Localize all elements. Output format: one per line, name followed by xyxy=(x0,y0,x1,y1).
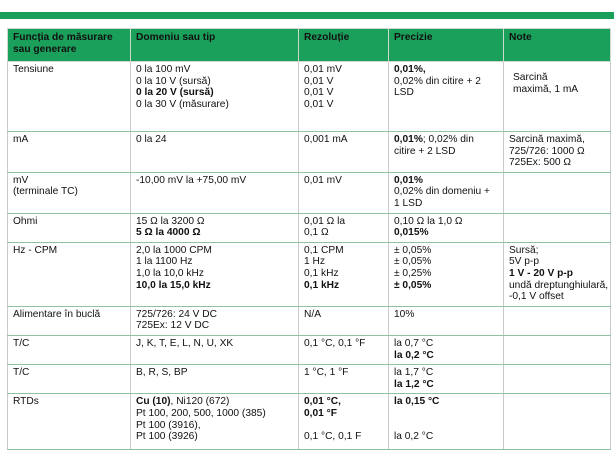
top-accent-bar xyxy=(0,12,614,19)
cell-notes xyxy=(504,213,611,242)
precision-value: 0,01% xyxy=(394,174,423,186)
table-row xyxy=(8,335,611,364)
cell-precision xyxy=(389,394,504,450)
domain-value: 5 Ω la 4000 Ω xyxy=(136,227,201,239)
resolution-value: 0,01 mV xyxy=(304,174,342,186)
resolution-value: N/A xyxy=(304,308,321,320)
domain-text: Pt 100 (3916), xyxy=(136,419,201,431)
resolution-value: 0,01 V xyxy=(304,98,334,110)
note-text: Sarcină xyxy=(513,72,548,83)
note-text: -0,1 V offset xyxy=(509,291,564,303)
resolution-value: 0,1 Ω xyxy=(304,227,329,239)
precision-value: 0,015% xyxy=(394,227,429,239)
cell-resolution xyxy=(299,172,389,213)
precision-bold: 0,01% xyxy=(394,134,423,145)
cell-resolution xyxy=(299,365,389,394)
resolution-value: 0,01 Ω la xyxy=(304,215,346,227)
domain-value: B, R, S, BP xyxy=(136,367,188,379)
precision-value: 0,02% din domeniu + 1 LSD xyxy=(394,186,491,209)
domain-text: , Ni120 (672) xyxy=(170,396,230,408)
note-text: 5V p-p xyxy=(509,256,540,268)
table-row xyxy=(8,172,611,213)
cell-notes xyxy=(504,132,611,173)
table-row xyxy=(8,132,611,173)
function-label: Tensiune xyxy=(13,64,54,75)
resolution-value: 0,01 °F xyxy=(304,407,337,419)
precision-value xyxy=(394,420,498,432)
header-notes: Note xyxy=(504,29,611,62)
note-text: 1 V - 20 V p-p xyxy=(509,267,573,279)
cell-notes xyxy=(504,242,611,306)
note-text: maximă, 1 mA xyxy=(513,83,579,95)
cell-precision xyxy=(389,213,504,242)
domain-value: 0 la 24 xyxy=(136,134,167,145)
table-row xyxy=(8,365,611,394)
domain-value: 0 la 20 V (sursă) xyxy=(136,87,214,99)
cell-notes xyxy=(504,306,611,335)
precision-value: la 0,2 °C xyxy=(394,431,434,443)
cell-function xyxy=(8,62,131,132)
precision-value: ± 0,25% xyxy=(394,267,432,279)
header-function: Funcția de măsurare sau generare xyxy=(8,29,131,62)
function-label: RTDs xyxy=(13,396,39,408)
resolution-value: 0,1 °C, 0,1 F xyxy=(304,431,362,443)
function-label: T/C xyxy=(13,367,30,379)
resolution-value xyxy=(304,420,383,432)
specifications-table xyxy=(7,28,611,450)
cell-precision xyxy=(389,172,504,213)
resolution-value: 0,01 V xyxy=(304,75,334,87)
function-label: Hz - CPM xyxy=(13,244,58,256)
precision-value xyxy=(394,408,498,420)
domain-line xyxy=(136,420,293,432)
domain-text: Pt 100 (3926) xyxy=(136,431,198,443)
resolution-value: 1 °C, 1 °F xyxy=(304,367,349,379)
note-text: 725Ex: 500 Ω xyxy=(509,157,571,169)
precision-value: ± 0,05% xyxy=(394,244,432,256)
header-precision: Precizie xyxy=(389,29,504,62)
precision-value: 0,02% din citire + 2 LSD xyxy=(394,75,481,99)
domain-text: Pt 100, 200, 500, 1000 (385) xyxy=(136,407,266,419)
resolution-value: 0,01 mV xyxy=(304,64,342,75)
cell-precision xyxy=(389,132,504,173)
precision-value: la 1,2 °C xyxy=(394,378,434,390)
domain-value: 725Ex: 12 V DC xyxy=(136,320,210,332)
function-label: mA xyxy=(13,134,29,145)
precision-value: la 1,7 °C xyxy=(394,367,434,379)
table-row xyxy=(8,213,611,242)
cell-function xyxy=(8,335,131,364)
precision-text: ; 0,02% din citire + 2 LSD xyxy=(394,134,474,157)
cell-domain xyxy=(131,394,299,450)
header-domain: Domeniu sau tip xyxy=(131,29,299,62)
precision-value: la 0,15 °C xyxy=(394,396,440,408)
cell-precision xyxy=(389,335,504,364)
resolution-value: 0,1 kHz xyxy=(304,267,339,279)
domain-line xyxy=(136,408,293,420)
domain-value: 1 la 1100 Hz xyxy=(136,256,193,268)
cell-resolution xyxy=(299,394,389,450)
table-row xyxy=(8,306,611,335)
cell-function xyxy=(8,172,131,213)
domain-value: 10,0 la 15,0 kHz xyxy=(136,279,211,291)
resolution-value: 0,01 V xyxy=(304,87,334,99)
cell-domain xyxy=(131,132,299,173)
cell-domain xyxy=(131,242,299,306)
cell-domain xyxy=(131,306,299,335)
resolution-value: 0,1 CPM xyxy=(304,244,344,256)
cell-notes xyxy=(504,335,611,364)
function-label: Ohmi xyxy=(13,215,38,227)
domain-value: 725/726: 24 V DC xyxy=(136,308,217,320)
precision-value: 0,01%, xyxy=(394,64,426,75)
resolution-value: 0,1 kHz xyxy=(304,279,340,291)
note-text: undă dreptunghiulară, xyxy=(509,279,609,291)
cell-resolution xyxy=(299,62,389,132)
cell-resolution xyxy=(299,132,389,173)
cell-notes xyxy=(504,172,611,213)
table-row xyxy=(8,242,611,306)
cell-domain xyxy=(131,365,299,394)
cell-resolution xyxy=(299,306,389,335)
cell-notes xyxy=(504,394,611,450)
note-text: 725/726: 1000 Ω xyxy=(509,145,585,157)
domain-value: 0 la 100 mV xyxy=(136,64,191,75)
precision-value: 10% xyxy=(394,308,415,320)
cell-function xyxy=(8,213,131,242)
cell-precision xyxy=(389,62,504,132)
header-resolution: Rezoluție xyxy=(299,29,389,62)
resolution-value: 0,1 °C, 0,1 °F xyxy=(304,337,366,349)
function-label: T/C xyxy=(13,337,30,349)
resolution-value: 0,001 mA xyxy=(304,134,348,145)
domain-line xyxy=(136,431,293,443)
domain-value: J, K, T, E, L, N, U, XK xyxy=(136,337,234,349)
cell-domain xyxy=(131,172,299,213)
note-text: Sursă; xyxy=(509,244,539,256)
precision-value: la 0,7 °C xyxy=(394,337,434,349)
table-row xyxy=(8,62,611,132)
cell-domain xyxy=(131,335,299,364)
function-label: (terminale TC) xyxy=(13,186,78,198)
domain-value: 0 la 10 V (sursă) xyxy=(136,75,211,87)
cell-function xyxy=(8,306,131,335)
table-row xyxy=(8,394,611,450)
cell-resolution xyxy=(299,335,389,364)
function-label: mV xyxy=(13,174,29,186)
cell-domain xyxy=(131,62,299,132)
domain-value: 0 la 30 V (măsurare) xyxy=(136,98,229,110)
resolution-value: 1 Hz xyxy=(304,256,325,268)
cell-precision xyxy=(389,306,504,335)
precision-value: la 0,2 °C xyxy=(394,349,434,361)
cell-function xyxy=(8,365,131,394)
resolution-value: 0,01 °C, xyxy=(304,396,341,408)
cell-notes xyxy=(504,62,611,132)
cell-notes xyxy=(504,365,611,394)
function-label: Alimentare în buclă xyxy=(13,308,101,320)
cell-precision xyxy=(389,242,504,306)
domain-value: -10,00 mV la +75,00 mV xyxy=(136,174,247,186)
note-text: Sarcină maximă, xyxy=(509,134,585,145)
cell-precision xyxy=(389,365,504,394)
table-body xyxy=(8,62,611,450)
precision-value xyxy=(394,134,498,157)
cell-function xyxy=(8,132,131,173)
cell-function xyxy=(8,394,131,450)
domain-line xyxy=(136,396,293,408)
cell-resolution xyxy=(299,213,389,242)
header-row xyxy=(8,29,611,62)
cell-resolution xyxy=(299,242,389,306)
domain-value: 2,0 la 1000 CPM xyxy=(136,244,212,256)
precision-value: ± 0,05% xyxy=(394,279,432,291)
domain-value: 1,0 la 10,0 kHz xyxy=(136,267,204,279)
domain-value: 15 Ω la 3200 Ω xyxy=(136,215,205,227)
cell-function xyxy=(8,242,131,306)
cell-domain xyxy=(131,213,299,242)
domain-text: Cu (10) xyxy=(136,396,171,408)
precision-value: ± 0,05% xyxy=(394,256,432,268)
precision-value: 0,10 Ω la 1,0 Ω xyxy=(394,215,463,227)
